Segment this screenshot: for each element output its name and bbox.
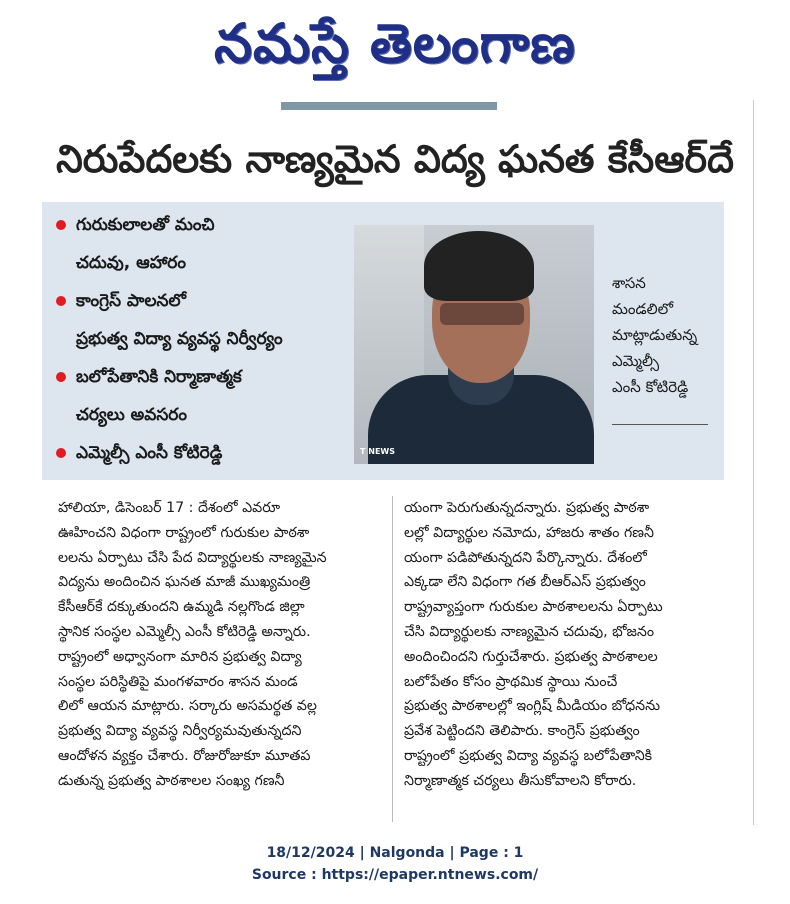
highlight-line: ఎమ్మెల్సీ ఎంసీ కోటిరెడ్డి xyxy=(76,443,223,463)
article-line: అందించిందని గుర్తుచేశారు. ప్రభుత్వ పాఠశాలల xyxy=(404,648,658,665)
article-line: చేసి విద్యార్థులకు నాణ్యమైన చదువు, భోజనం xyxy=(404,623,655,640)
article-line: నిర్మాణాత్మక చర్యలు తీసుకోవాలని కోరారు. xyxy=(404,772,637,789)
speaker-photo xyxy=(354,225,594,464)
photo-caption xyxy=(612,270,722,400)
article-line: లిలో ఆయన మాట్లారు. సర్కారు అసమర్థత వల్ల xyxy=(58,698,317,715)
article-line: లల్లో విద్యార్థుల నమోదు, హాజరు శాతం గణనీ xyxy=(404,524,654,541)
channel-logo: T NEWS xyxy=(360,447,395,456)
article-column-2 xyxy=(404,496,720,822)
article-headline: నిరుపేదలకు నాణ్యమైన విద్య ఘనత కేసీఆర్‌దే xyxy=(56,137,734,181)
highlight-item xyxy=(56,282,346,358)
highlight-line: ప్రభుత్వ విద్యా వ్యవస్థ నిర్వీర్యం xyxy=(76,329,283,349)
article-line: కేసీఆర్‌కే దక్కుతుందని ఉమ్మడి నల్లగొండ జిల్లా xyxy=(58,599,305,616)
article-line: స్థానిక సంస్థల ఎమ్మెల్సీ ఎంసీ కోటిరెడ్డి అన్నారు. xyxy=(58,623,311,640)
column-divider xyxy=(392,496,393,822)
highlight-line: కాంగ్రెస్ పాలనలో xyxy=(76,291,186,311)
highlight-list xyxy=(56,206,346,472)
bullet-dot-icon xyxy=(56,296,66,306)
bullet-dot-icon xyxy=(56,372,66,382)
caption-underline xyxy=(612,424,708,425)
highlight-item xyxy=(56,358,346,434)
caption-line: ఎంసీ కోటిరెడ్డి xyxy=(612,378,689,396)
highlight-line: చదువు, ఆహారం xyxy=(76,253,186,273)
newspaper-masthead: నమస్తే తెలంగాణ xyxy=(214,12,576,75)
caption-line: మాట్లాడుతున్న xyxy=(612,326,698,344)
article-line: ఊహించని విధంగా రాష్ట్రంలో గురుకుల పాఠశా xyxy=(58,524,310,541)
article-line: సంస్థల పరిస్థితిపై మంగళవారం శాసన మండ xyxy=(58,673,298,690)
bullet-dot-icon xyxy=(56,448,66,458)
caption-line: శాసన xyxy=(612,274,646,292)
highlight-line: గురుకులాలతో మంచి xyxy=(76,215,215,235)
source-link[interactable]: Source : https://epaper.ntnews.com/ xyxy=(251,867,539,883)
article-line: ఎక్కడా లేని విధంగా గత బీఆర్‌ఎస్ ప్రభుత్వం xyxy=(404,574,646,591)
article-line: ఆందోళన వ్యక్తం చేశారు. రోజురోజుకూ మూతప xyxy=(58,747,311,764)
masthead-rule xyxy=(281,102,497,110)
page-footer xyxy=(0,842,790,886)
bullet-dot-icon xyxy=(56,220,66,230)
article-line: రాష్ట్రంలో ప్రభుత్వ విద్యా వ్యవస్థ బలోపేతానికి xyxy=(404,747,653,764)
article-line: డుతున్న ప్రభుత్వ పాఠశాలల సంఖ్య గణనీ xyxy=(58,772,285,789)
column-border-right xyxy=(753,100,754,825)
article-line: యంగా పెరుగుతున్నదన్నారు. ప్రభుత్వ పాఠశా xyxy=(404,500,650,516)
caption-line: ఎమ్మెల్సీ xyxy=(612,352,660,370)
article-line: ప్రభుత్వ విద్యా వ్యవస్థ నిర్వీర్యమవుతున్నదని xyxy=(58,723,302,740)
article-line: ప్రభుత్వ పాఠశాలల్లో ఇంగ్లిష్ మీడియం బోధనను xyxy=(404,698,660,715)
article-line: ప్రవేశ పెట్టిందని తెలిపారు. కాంగ్రెస్ ప్రభుత్వం xyxy=(404,723,640,740)
highlight-item xyxy=(56,206,346,282)
article-line: యంగా పడిపోతున్నదని పేర్కొన్నారు. దేశంలో xyxy=(404,549,647,566)
article-line: బలోపేతం కోసం ప్రాథమిక స్థాయి నుంచే xyxy=(404,673,618,690)
article-line: రాష్ట్రంలో అధ్వానంగా మారిన ప్రభుత్వ విద్యా xyxy=(58,648,302,665)
highlight-line: బలోపేతానికి నిర్మాణాత్మక xyxy=(76,367,242,387)
article-line: రాష్ట్రవ్యాప్తంగా గురుకుల పాఠశాలలను ఏర్పాటు xyxy=(404,599,663,616)
article-line: విద్యను అందించిన ఘనత మాజీ ముఖ్యమంత్రి xyxy=(58,574,311,591)
article-line: హాలియా, డిసెంబర్ 17 : దేశంలో ఎవరూ xyxy=(58,500,281,516)
article-column-1 xyxy=(58,496,374,822)
article-line: లలను ఏర్పాటు చేసి పేద విద్యార్థులకు నాణ్యమైన xyxy=(58,549,327,566)
caption-line: మండలిలో xyxy=(612,300,674,318)
edition-info: 18/12/2024 | Nalgonda | Page : 1 xyxy=(266,845,524,861)
highlight-line: చర్యలు అవసరం xyxy=(76,405,187,425)
highlight-item xyxy=(56,434,346,472)
